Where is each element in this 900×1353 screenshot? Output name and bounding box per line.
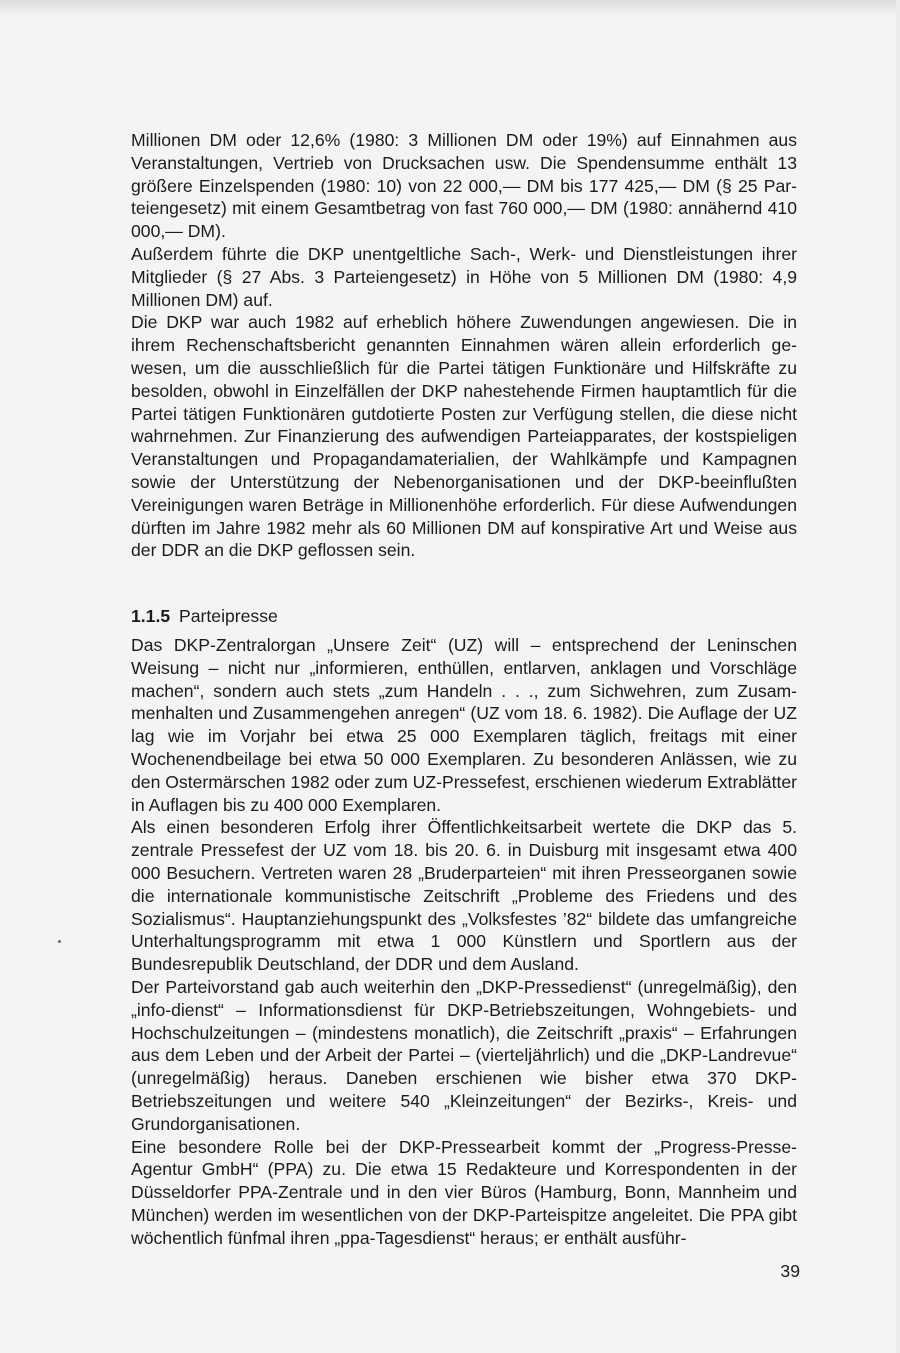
paragraph-press-1: Das DKP-Zentralorgan „Unsere Zeit“ (UZ) will – entsprechend der Leninschen Weisung – nicht nur „informieren, enthüllen, entlarven, anklagen und Vorschläge machen“, sondern auch stets „zum Handeln . . ., zum Sichwehren, zum Zusammenhalten und Zusammengehen anregen“ (UZ vom 18. 6. 1982). Die Auflage der UZ lag wie im Vorjahr bei etwa 25 000 Exemplaren täglich, freitags mit einer Wochenendbeilage bei etwa 50 000 Exemplaren. Zu besonderen Anlässen, wie zu den Ostermärschen 1982 oder zum UZ-Pressefest, erschienen wiederum Extrablätter in Auflagen bis zu 400 000 Exemplaren. (131, 635, 797, 815)
body-text-top (131, 129, 797, 562)
scan-top-edge (0, 0, 900, 18)
paragraph-press-3: Der Parteivorstand gab auch weiterhin den „DKP-Pressedienst“ (unregelmäßig), den „info-dienst“ – Informationsdienst für DKP-Betriebszeitungen, Wohngebiets- und Hochschulzeitungen – (mindestens monatlich), die Zeitschrift „praxis“ – Erfahrungen aus dem Leben und der Arbeit der Partei – (vierteljährlich) und die „DKP-Landrevue“ (unregelmäßig) heraus. Daneben erschienen wie bisher etwa 370 DKP-Betriebszeitungen und weitere 540 „Kleinzeitungen“ der Bezirks-, Kreis- und Grundorganisationen. (131, 976, 797, 1134)
section-title: Parteipresse (179, 606, 278, 626)
body-text-bottom (131, 634, 797, 1250)
scan-right-edge (896, 0, 900, 1353)
paragraph-finances-3: Die DKP war auch 1982 auf erheblich höhere Zuwendungen angewiesen. Die in ihrem Rechenschaftsbericht genannten Einnahmen wären allein erforderlich gewesen, um die ausschließlich für die Partei tätigen Funktionäre und Hilfskräfte zu besolden, obwohl in Einzelfällen der DKP nahestehende Firmen hauptamtlich für die Partei tätigen Funktionären gutdotierte Posten zur Verfügung stellen, die diese nicht wahrnehmen. Zur Finanzierung des aufwendigen Parteiapparates, der kostspieligen Veranstaltungen und Propagandamaterialien, der Wahlkämpfe und Kampagnen sowie der Unterstützung der Nebenorganisationen und der DKP-beeinflußten Vereinigungen waren Beträge in Millionenhöhe erforderlich. Für diese Aufwendungen dürften im Jahre 1982 mehr als 60 Millionen DM auf konspirative Art und Weise aus der DDR an die DKP geflossen sein. (131, 312, 797, 561)
paragraph-press-4: Eine besondere Rolle bei der DKP-Pressearbeit kommt der „Progress-Presse-Agentur GmbH“ (PPA) zu. Die etwa 15 Redakteure und Korrespondenten in der Düsseldorfer PPA-Zentrale und in den vier Büros (Hamburg, Bonn, Mannheim und München) werden im wesentlichen von der DKP-Parteispitze angeleitet. Die PPA gibt wöchentlich fünfmal ihren „ppa-Tagesdienst“ heraus; er enthält ausführ- (131, 1136, 797, 1248)
section-number: 1.1.5 (131, 606, 171, 626)
section-heading (131, 604, 278, 628)
scan-speck (58, 940, 61, 943)
paragraph-finances-1: Millionen DM oder 12,6% (1980: 3 Millionen DM oder 19%) auf Einnahmen aus Veranstaltungen, Vertrieb von Drucksachen usw. Die Spendensumme enthält 13 größere Einzelspenden (1980: 10) von 22 000,— DM bis 177 425,— DM (§ 25 Parteiengesetz) mit einem Gesamtbetrag von fast 760 000,— DM (1980: annähernd 410 000,— DM). (131, 130, 797, 242)
page-number: 39 (780, 1261, 800, 1281)
paragraph-finances-2: Außerdem führte die DKP unentgeltliche Sach-, Werk- und Dienstleistungen ihrer Mitglieder (§ 27 Abs. 3 Parteiengesetz) in Höhe von 5 Millionen DM (1980: 4,9 Millionen DM) auf. (131, 243, 797, 310)
paragraph-press-2: Als einen besonderen Erfolg ihrer Öffentlichkeitsarbeit wertete die DKP das 5. zentrale Pressefest der UZ vom 18. bis 20. 6. in Duisburg mit insgesamt etwa 400 000 Besuchern. Vertreten waren 28 „Bruderparteien“ mit ihren Presseorganen sowie die internationale kommunistische Zeitschrift „Probleme des Friedens und des Sozialismus“. Hauptanziehungspunkt des „Volksfestes ’82“ bildete das umfangreiche Unterhaltungsprogramm mit etwa 1 000 Künstlern und Sportlern aus der Bundesrepublik Deutschland, der DDR und dem Ausland. (131, 817, 797, 975)
